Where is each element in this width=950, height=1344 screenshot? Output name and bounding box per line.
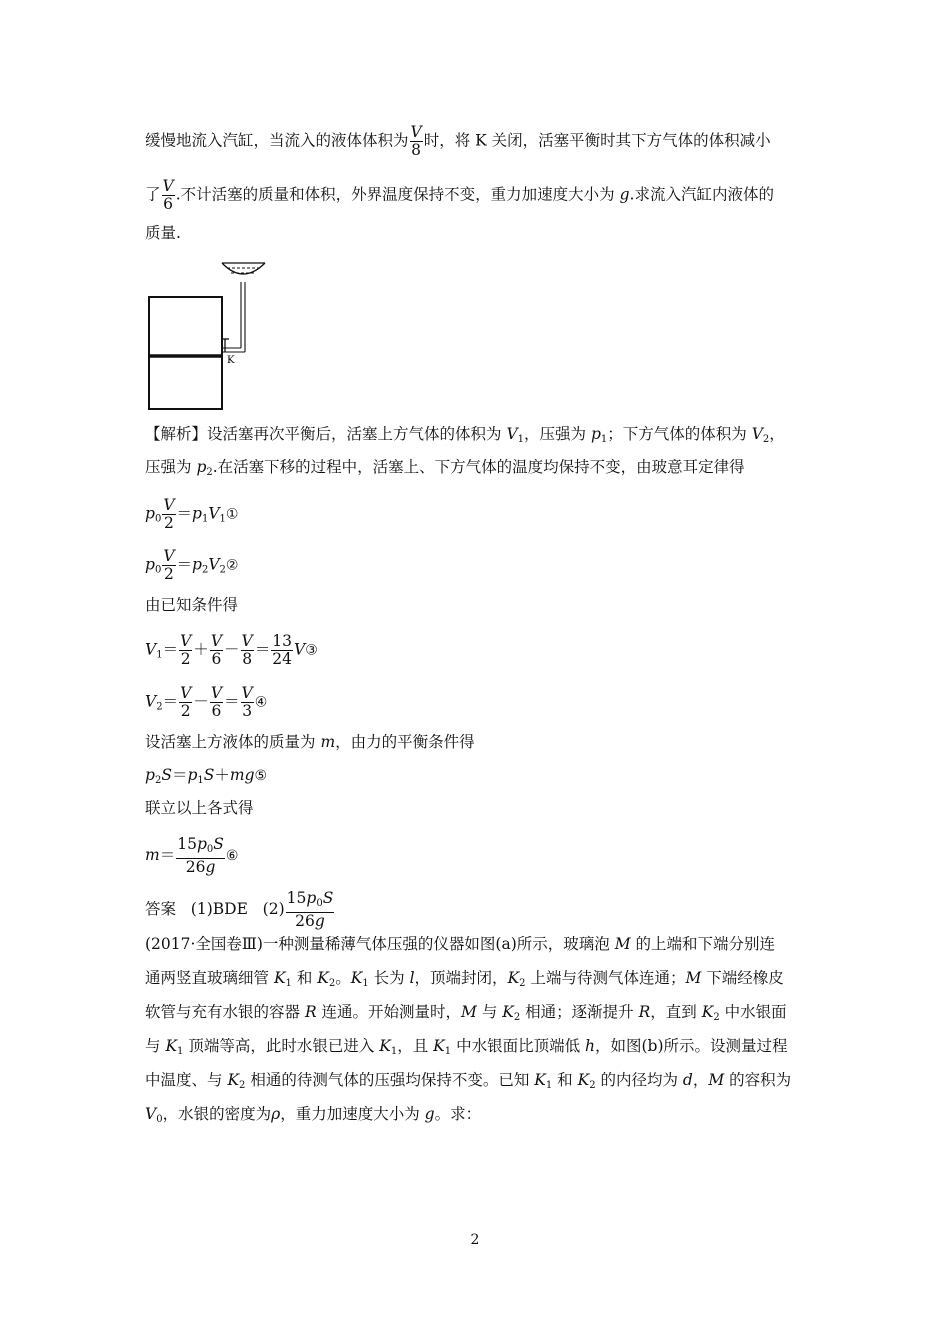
answer-line: 答案 (1)BDE (2) $\frac{15p_0S}{26g}$ — [145, 889, 334, 930]
fraction: $\frac{V}{6}$ — [162, 177, 174, 213]
valve-label: K — [227, 355, 235, 366]
equation-6: m＝ $\frac{15p_0S}{26g}$ ⑥ — [145, 835, 239, 876]
solution-line: 压强为 $p_2$.在活塞下移的过程中，活塞上、下方气体的温度均保持不变，由玻意耳定律得 — [145, 458, 745, 478]
problem-line: 中温度、与 $K_2$ 相通的待测气体的压强均保持不变。已知 $K_1$ 和 $K_2$ 的内径均为 d，M 的容积为 — [145, 1071, 792, 1091]
fraction: $\frac{V}{2}$ — [163, 547, 175, 583]
text-line: 质量. — [145, 224, 181, 242]
problem-line: (2017·全国卷Ⅲ)一种测量稀薄气体压强的仪器如图(a)所示，玻璃泡 M 的上端和下端分别连 — [145, 935, 775, 953]
text-line: 了 $\frac{V}{6}$ .不计活塞的质量和体积，外界温度保持不变，重力加速度大小为 g.求流入汽缸内液体的 — [145, 177, 774, 213]
fraction: $\frac{V}{8}$ — [410, 123, 422, 159]
equation-1: $p_0$ $\frac{V}{2}$ $=p_1V_1①$ — [145, 496, 239, 532]
text-line: 由已知条件得 — [145, 596, 239, 614]
problem-line: 软管与充有水银的容器 R 连通。开始测量时，M 与 $K_2$ 相通；逐渐提升 R，直到 $K_2$ 中水银面 — [145, 1003, 787, 1023]
fraction: $\frac{V}{2}$ — [163, 496, 175, 532]
text-line: 缓慢地流入汽缸，当流入的液体体积为 $\frac{V}{8}$ 时，将 K 关闭，活塞平衡时其下方气体的体积减小 — [145, 123, 771, 159]
problem-line: 与 $K_1$ 顶端等高，此时水银已进入 $K_1$，且 $K_1$ 中水银面比顶端低 h，如图(b)所示。设测量过程 — [145, 1037, 788, 1057]
cylinder-figure — [145, 255, 275, 415]
solution-line: 【解析】设活塞再次平衡后，活塞上方气体的体积为 $V_1$，压强为 $p_1$；下方气体的体积为 $V_2$， — [145, 425, 785, 445]
page-number: 2 — [470, 1232, 480, 1248]
text-line: 联立以上各式得 — [145, 799, 254, 817]
problem-line: $V_0$，水银的密度为ρ，重力加速度大小为 g。求： — [145, 1105, 482, 1125]
equation-5: $p_2S=p_1S+mg⑤$ — [145, 766, 268, 786]
equation-2: $p_0$ $\frac{V}{2}$ $=p_2V_2②$ — [145, 547, 239, 583]
equation-3: $V_1=$ $\frac{V}{2}$ ＋ $\frac{V}{6}$ － $\frac{V}{8}$ ＝ $\frac{13}{24}$ V③ — [145, 632, 318, 668]
text-line: 设活塞上方液体的质量为 m，由力的平衡条件得 — [145, 733, 475, 751]
problem-line: 通两竖直玻璃细管 $K_1$ 和 $K_2$。$K_1$ 长为 l，顶端封闭，$K_2$ 上端与待测气体连通；M 下端经橡皮 — [145, 969, 784, 989]
equation-4: $V_2=$ $\frac{V}{2}$ － $\frac{V}{6}$ ＝ $\frac{V}{3}$ ④ — [145, 684, 268, 720]
